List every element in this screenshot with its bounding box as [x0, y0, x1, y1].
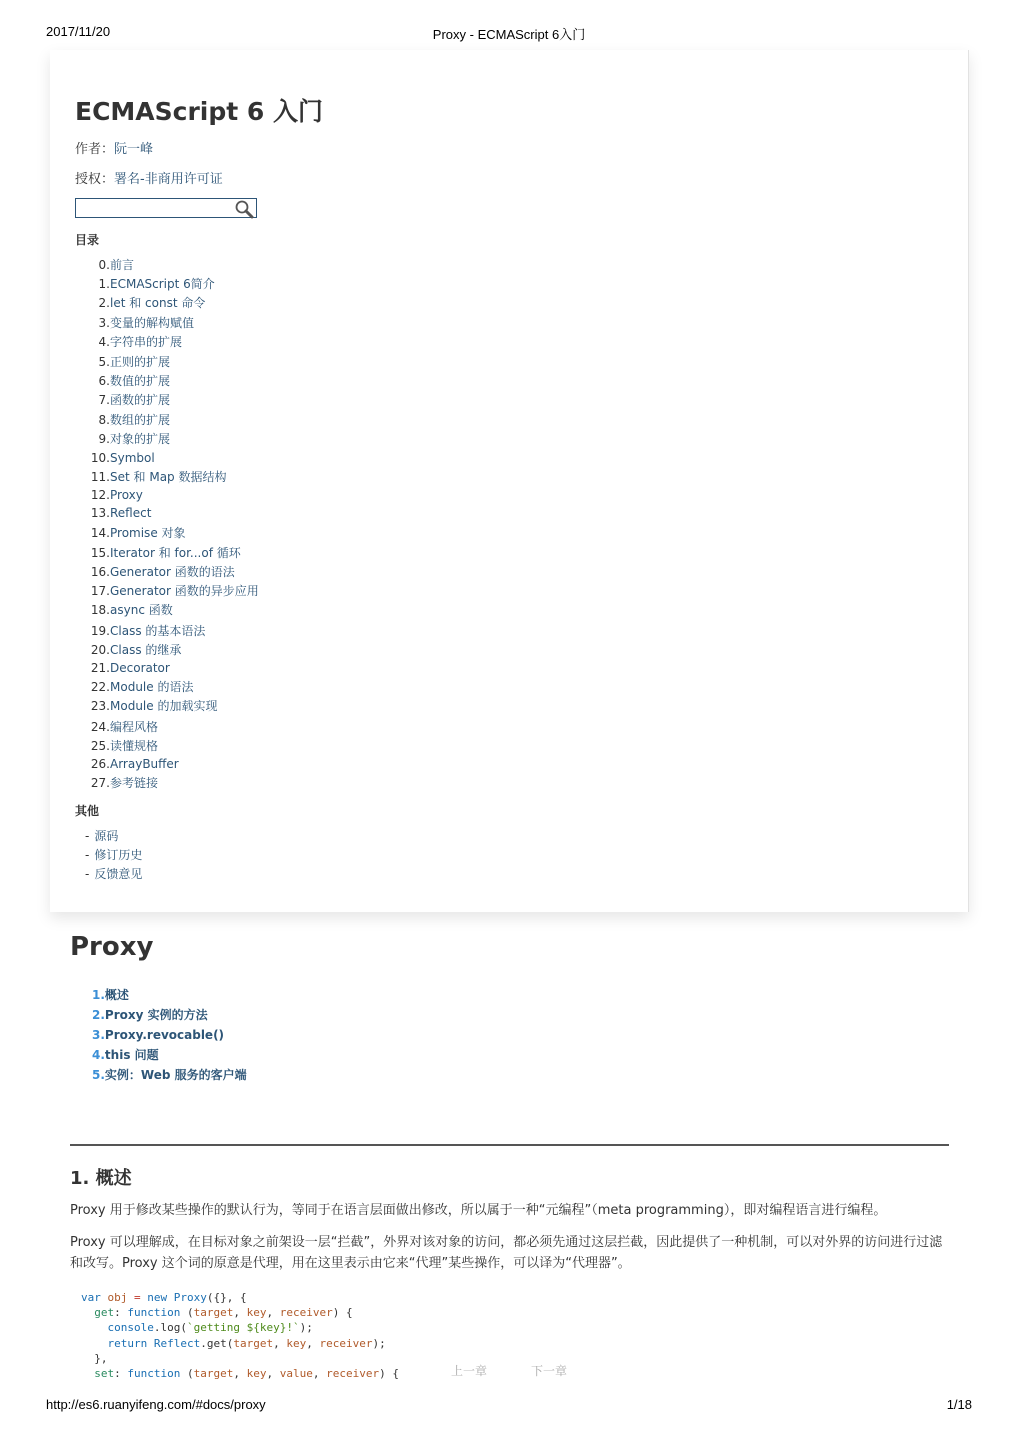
toc-item[interactable] [50, 774, 450, 792]
toc-item[interactable] [50, 430, 450, 448]
other-item-label[interactable]: 反馈意见 [94, 867, 143, 881]
toc-item-number: 21. [90, 661, 110, 675]
toc-item-number: 22. [90, 680, 110, 694]
toc-item-number: 11. [90, 470, 110, 484]
toc-item-label[interactable]: Reflect [110, 506, 152, 520]
chapter-toc-label[interactable]: this 问题 [104, 1048, 159, 1062]
toc-item-label[interactable]: 字符串的扩展 [110, 335, 183, 349]
list-dash: - [85, 867, 90, 881]
print-page-title: Proxy - ECMAScript 6入门 [432, 27, 586, 42]
chapter-toc-item[interactable] [92, 1066, 247, 1084]
toc-item[interactable] [50, 718, 450, 736]
toc-item-label[interactable]: Class 的基本语法 [110, 624, 206, 638]
chapter-toc-number: 3. [92, 1028, 105, 1042]
toc-item[interactable] [50, 697, 450, 715]
chapter-toc-item[interactable] [92, 986, 129, 1004]
toc-item-label[interactable]: Generator 函数的语法 [110, 565, 235, 579]
print-url: http://es6.ruanyifeng.com/#docs/proxy [46, 1397, 266, 1412]
toc-item-label[interactable]: 对象的扩展 [110, 432, 171, 446]
print-date: 2017/11/20 [46, 24, 111, 39]
other-item[interactable] [85, 865, 142, 883]
next-chapter-link[interactable]: 下一章 [531, 1364, 568, 1378]
chapter-toc-label[interactable]: 实例：Web 服务的客户端 [104, 1068, 247, 1082]
toc-item[interactable] [50, 678, 450, 696]
toc-item[interactable] [50, 601, 450, 619]
toc-item-number: 8. [98, 413, 110, 427]
code-line: get: function (target, key, receiver) { [94, 1306, 353, 1320]
toc-item-label[interactable]: let 和 const 命令 [110, 296, 206, 310]
chapter-toc-item[interactable] [92, 1026, 224, 1044]
toc-item[interactable] [50, 468, 450, 486]
divider [70, 1144, 949, 1146]
paragraph-2: Proxy 可以理解成，在目标对象之前架设一层“拦截”，外界对该对象的访问，都必须先通过这层拦截，因此提供了一种机制，可以对外界的访问进行过滤和改写。Proxy 这个词的原意是代理，用在这里表示由它来“代理”某些操作，可以译为“代理器”。 [70, 1235, 943, 1271]
chapter-toc-number: 4. [92, 1048, 105, 1062]
list-dash: - [85, 848, 90, 862]
chapter-toc-number: 2. [92, 1008, 105, 1022]
chapter-toc-number: 1. [92, 988, 105, 1002]
toc-item-number: 20. [90, 643, 110, 657]
toc-item[interactable] [50, 391, 450, 409]
toc-item[interactable] [50, 582, 450, 600]
toc-item-label[interactable]: 数值的扩展 [110, 374, 171, 388]
toc-item-number: 19. [90, 624, 110, 638]
code-line: }, [81, 1351, 108, 1365]
sidebar [50, 50, 969, 912]
toc-item[interactable] [50, 411, 450, 429]
toc-item[interactable] [50, 256, 450, 274]
search-icon[interactable] [234, 199, 254, 219]
toc-item-label[interactable]: 函数的扩展 [110, 393, 171, 407]
page-title: Proxy [70, 932, 154, 962]
toc-item-number: 7. [98, 393, 110, 407]
toc-item[interactable] [50, 622, 450, 640]
toc-item-label[interactable]: Promise 对象 [110, 526, 186, 540]
toc-item-label[interactable]: 变量的解构赋值 [110, 316, 195, 330]
toc-item-label[interactable]: 正则的扩展 [110, 355, 171, 369]
other-item[interactable] [85, 846, 142, 864]
toc-item-label[interactable]: 编程风格 [110, 720, 159, 734]
toc-item-label[interactable]: ArrayBuffer [110, 757, 179, 771]
toc-item-number: 14. [90, 526, 110, 540]
toc-item-number: 26. [90, 757, 110, 771]
toc-item-number: 9. [98, 432, 110, 446]
toc-item-number: 27. [90, 776, 110, 790]
toc-item[interactable] [50, 524, 450, 542]
chapter-toc-item[interactable] [92, 1006, 208, 1024]
toc-item-number: 5. [98, 355, 110, 369]
toc-item-number: 13. [90, 506, 110, 520]
toc-item[interactable] [50, 737, 450, 755]
toc-item-label[interactable]: 参考链接 [110, 776, 159, 790]
code-line: var obj = new Proxy({}, { [81, 1291, 247, 1304]
toc-item-number: 16. [90, 565, 110, 579]
toc-item-label[interactable]: async 函数 [110, 603, 173, 617]
toc-item-label[interactable]: ECMAScript 6简介 [110, 277, 215, 291]
other-item-label[interactable]: 源码 [94, 829, 119, 843]
chapter-toc-label[interactable]: Proxy.revocable() [104, 1028, 225, 1042]
license-label: 授权： [75, 172, 115, 187]
chapter-toc-label[interactable]: Proxy 实例的方法 [104, 1008, 208, 1022]
author-label: 作者： [75, 142, 115, 157]
toc-item[interactable] [50, 294, 450, 312]
author-link[interactable]: 阮一峰 [114, 142, 154, 157]
toc-item[interactable] [50, 641, 450, 659]
chapter-toc-item[interactable] [92, 1046, 159, 1064]
toc-item-label[interactable]: Proxy [110, 488, 143, 502]
toc-item-number: 4. [98, 335, 110, 349]
toc-item-number: 12. [90, 488, 110, 502]
prev-chapter-link[interactable]: 上一章 [451, 1364, 488, 1378]
toc-item-number: 23. [90, 699, 110, 713]
toc-item[interactable] [50, 659, 450, 677]
toc-item-number: 10. [90, 451, 110, 465]
toc-item-label[interactable]: Decorator [110, 661, 170, 675]
license-line [75, 168, 223, 187]
chapter-toc-number: 5. [92, 1068, 105, 1082]
toc-item-number: 15. [90, 546, 110, 560]
toc-item[interactable] [50, 544, 450, 562]
toc-item-number: 18. [90, 603, 110, 617]
toc-heading: 目录 [75, 233, 100, 247]
toc-item-label[interactable]: Symbol [110, 451, 155, 465]
toc-item-number: 3. [98, 316, 110, 330]
print-footer [0, 1397, 1018, 1417]
print-page-number: 1/18 [946, 1397, 972, 1412]
toc-item[interactable] [50, 504, 450, 522]
code-line: return Reflect.get(target, key, receiver); [107, 1336, 386, 1350]
code-line: console.log(`getting ${key}!`); [107, 1321, 313, 1335]
toc-item-number: 0. [98, 258, 110, 272]
code-line: set: function (target, key, value, receiver) { [94, 1367, 399, 1381]
license-link[interactable]: 署名-非商用许可证 [114, 172, 223, 187]
toc-item-number: 6. [98, 374, 110, 388]
toc-item-label[interactable]: 读懂规格 [110, 739, 159, 753]
other-item[interactable] [85, 827, 118, 845]
other-item-label[interactable]: 修订历史 [94, 848, 143, 862]
toc-item[interactable] [50, 275, 450, 293]
code-block [70, 1290, 950, 1390]
toc-item-label[interactable]: Set 和 Map 数据结构 [110, 470, 227, 484]
search-box [75, 198, 257, 218]
book-title[interactable]: ECMAScript 6 入门 [75, 97, 324, 126]
chapter-toc-label[interactable]: 概述 [104, 988, 129, 1002]
toc-item[interactable] [50, 353, 450, 371]
toc-item-number: 2. [98, 296, 110, 310]
toc-item-number: 17. [90, 584, 110, 598]
toc-item-label[interactable]: Iterator 和 for...of 循环 [110, 546, 241, 560]
toc-item[interactable] [50, 449, 450, 467]
search-input[interactable] [76, 201, 242, 219]
section-heading: 1. 概述 [70, 1168, 132, 1189]
toc-item-label[interactable]: Module 的语法 [110, 680, 194, 694]
toc-item-number: 25. [90, 739, 110, 753]
toc-item-label[interactable]: 前言 [110, 258, 135, 272]
toc-item-label[interactable]: Module 的加载实现 [110, 699, 218, 713]
toc-item-label[interactable]: 数组的扩展 [110, 413, 171, 427]
toc-item-label[interactable]: Generator 函数的异步应用 [110, 584, 259, 598]
toc-item[interactable] [50, 372, 450, 390]
toc-item[interactable] [50, 314, 450, 332]
other-heading: 其他 [75, 804, 100, 818]
toc-item-number: 24. [90, 720, 110, 734]
toc-item[interactable] [50, 333, 450, 351]
print-header [0, 24, 1018, 44]
toc-item[interactable] [50, 563, 450, 581]
paragraph-1: Proxy 用于修改某些操作的默认行为，等同于在语言层面做出修改，所以属于一种“元编程”（meta programming），即对编程语言进行编程。 [70, 1203, 887, 1218]
author-line [75, 138, 153, 157]
toc-item[interactable] [50, 755, 450, 773]
toc-item-number: 1. [98, 277, 110, 291]
list-dash: - [85, 829, 90, 843]
toc-item[interactable] [50, 486, 450, 504]
toc-item-label[interactable]: Class 的继承 [110, 643, 182, 657]
